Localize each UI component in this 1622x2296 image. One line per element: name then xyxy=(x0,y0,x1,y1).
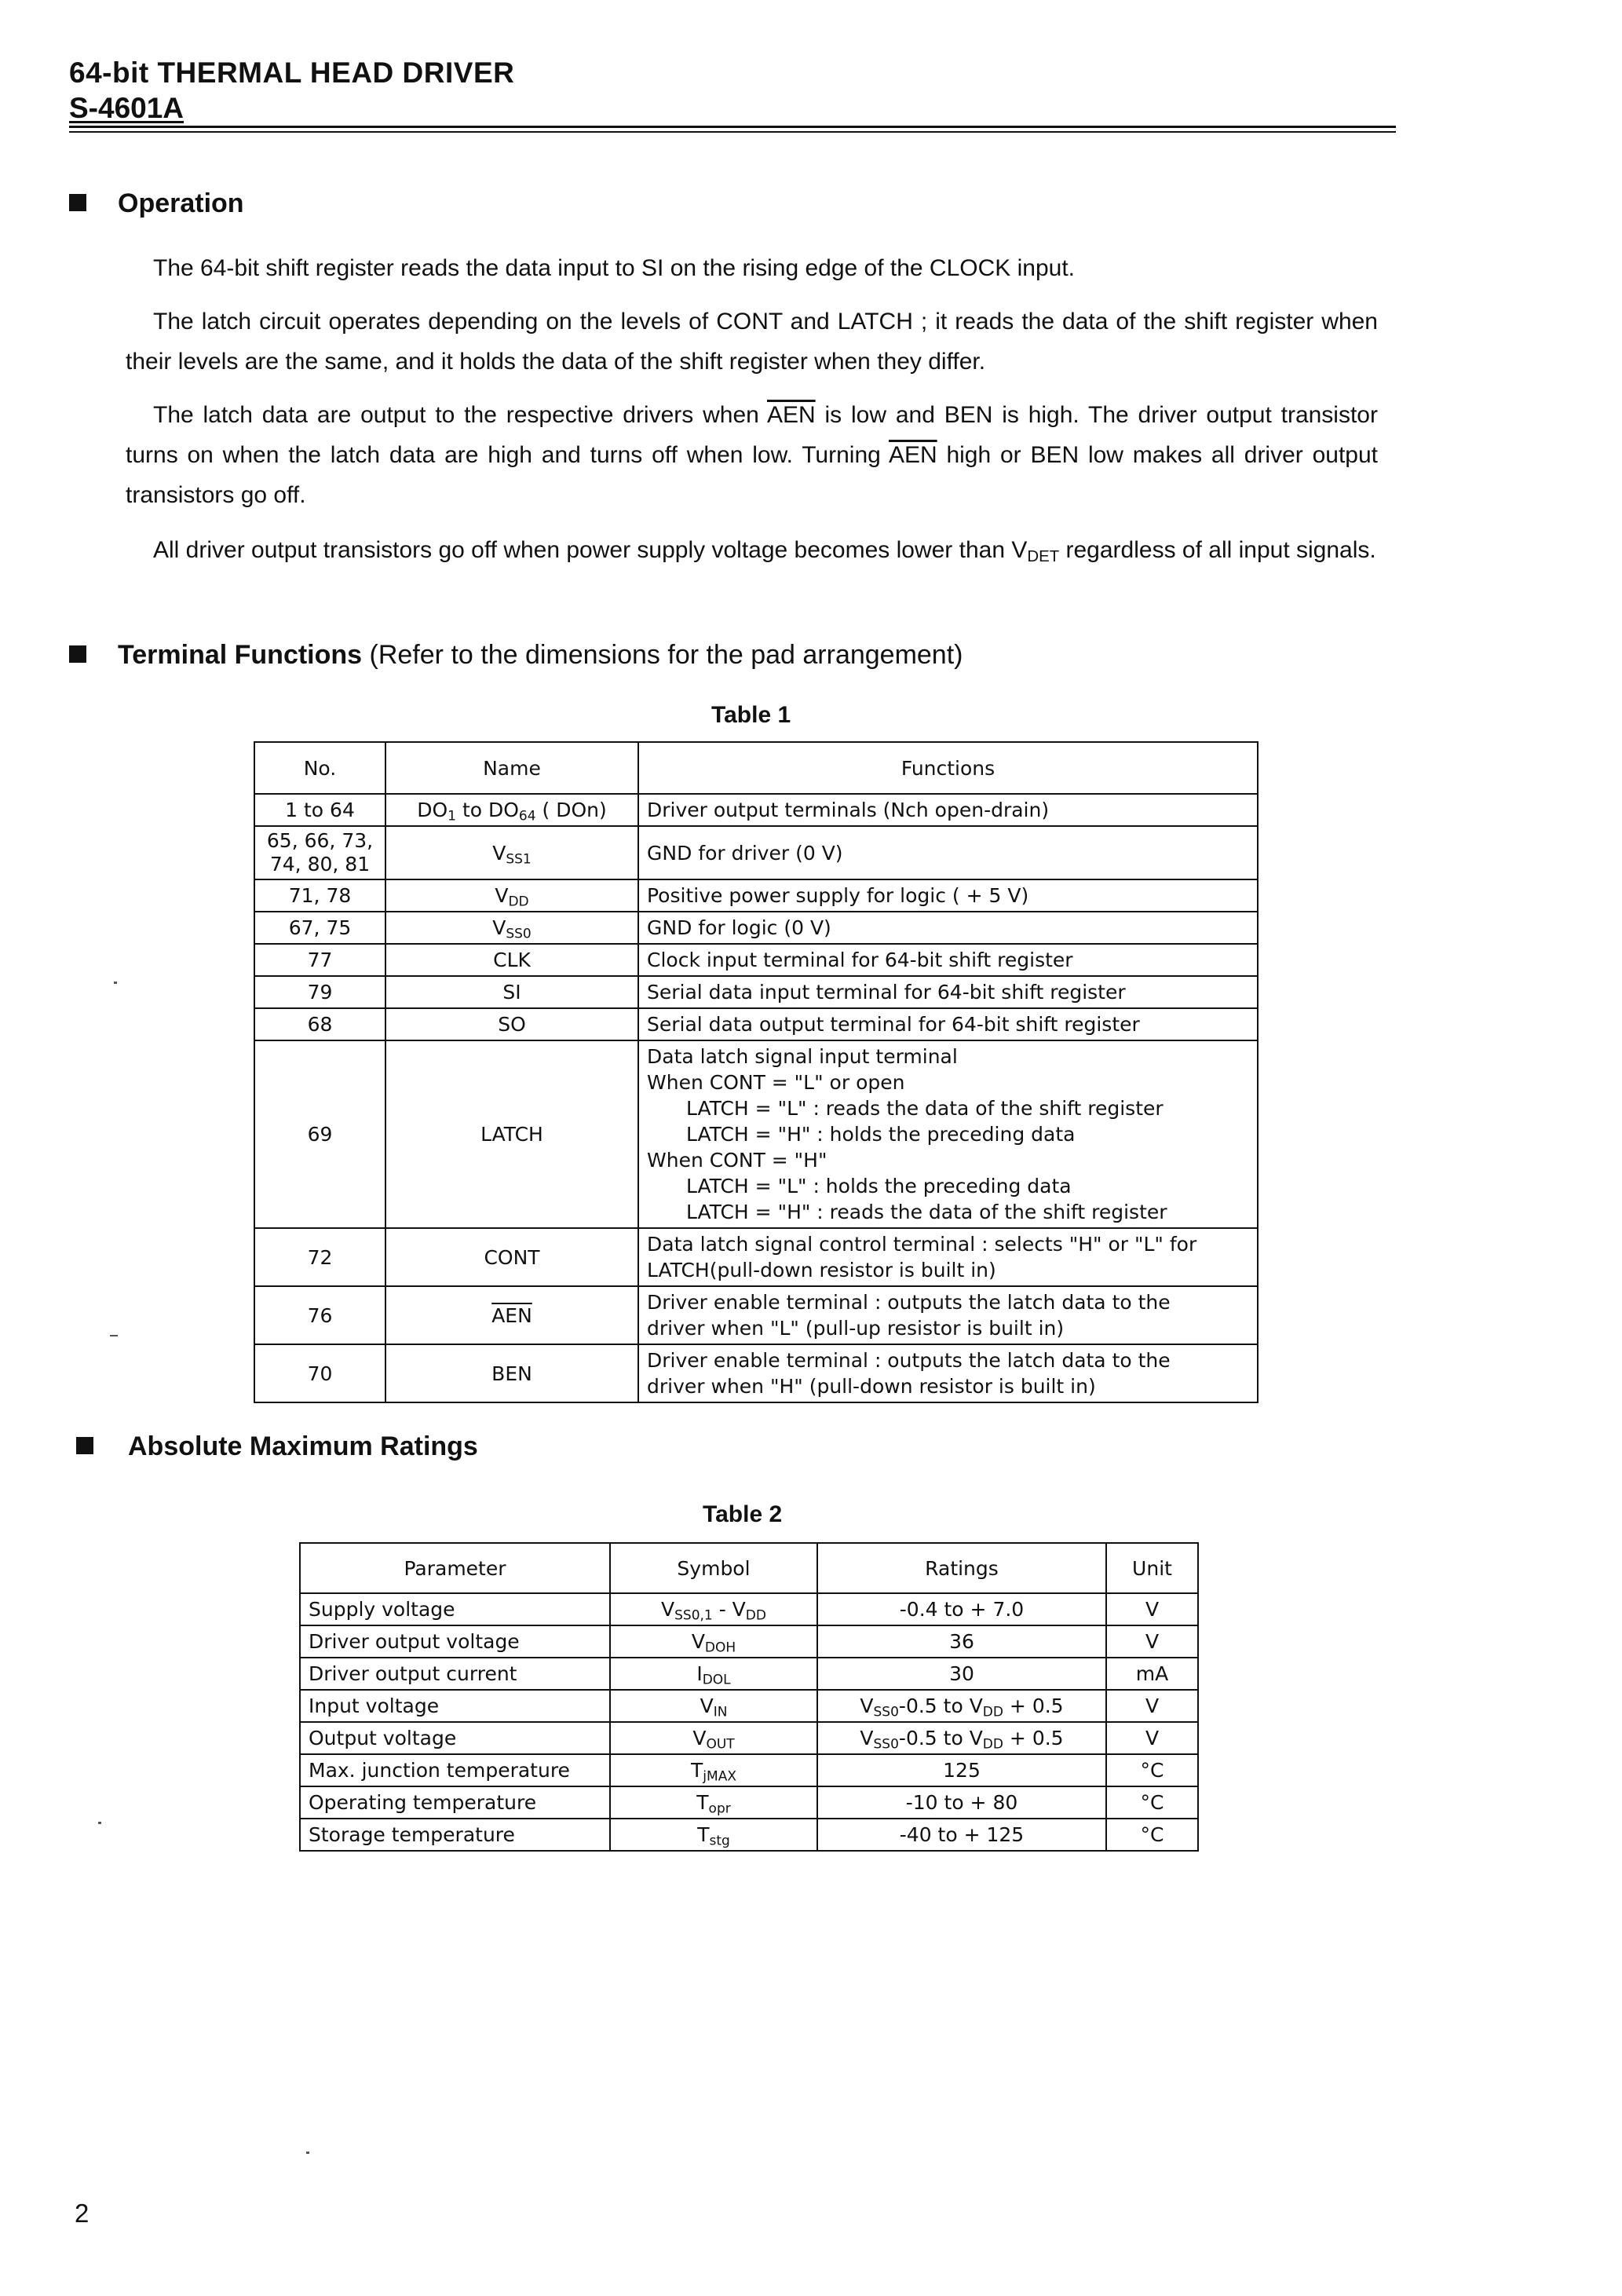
p3-part-a: The latch data are output to the respective drivers when xyxy=(153,402,767,428)
cell-parameter: Max. junction temperature xyxy=(300,1754,610,1786)
cell-function: Serial data output terminal for 64-bit shift register xyxy=(638,1008,1258,1040)
cell-symbol xyxy=(610,1658,817,1690)
cell-no: 1 to 64 xyxy=(254,794,385,826)
table-1-caption: Table 1 xyxy=(711,702,791,728)
table-row xyxy=(300,1722,1198,1754)
table-row xyxy=(300,1754,1198,1786)
table-row xyxy=(300,1658,1198,1690)
cell-name: SI xyxy=(385,976,638,1008)
operation-paragraph-2 xyxy=(126,302,1378,382)
p3-part-b: is low and BEN is high. The driver output transistor turns on when the latch data are high and turns off when low. Turning xyxy=(126,402,1378,468)
cell-symbol xyxy=(610,1786,817,1819)
fn-line xyxy=(647,1173,1249,1199)
header-name: Name xyxy=(385,742,638,794)
rat-part: + 0.5 xyxy=(1003,1727,1064,1749)
cell-no: 70 xyxy=(254,1344,385,1402)
sym-part: V xyxy=(661,1598,675,1621)
sym-subscript: DD xyxy=(745,1607,766,1624)
cell-function xyxy=(638,1228,1258,1286)
cell-symbol xyxy=(610,1754,817,1786)
cell-name xyxy=(385,879,638,912)
table-row xyxy=(254,1040,1258,1228)
cell-no: 72 xyxy=(254,1228,385,1286)
header-symbol: Symbol xyxy=(610,1543,817,1593)
sym-subscript: OUT xyxy=(706,1736,735,1753)
cell-no xyxy=(254,826,385,879)
cell-parameter: Operating temperature xyxy=(300,1786,610,1819)
cell-unit: V xyxy=(1106,1722,1198,1754)
name-part: ( DOn) xyxy=(535,799,607,821)
cell-parameter: Input voltage xyxy=(300,1690,610,1722)
table-row xyxy=(254,1008,1258,1040)
sym-part: T xyxy=(697,1823,710,1846)
name-part: DO xyxy=(417,799,448,821)
cell-unit: V xyxy=(1106,1690,1198,1722)
cell-name xyxy=(385,912,638,944)
scan-speck xyxy=(110,1335,118,1336)
bullet-icon xyxy=(69,645,86,663)
cell-function: Clock input terminal for 64-bit shift register xyxy=(638,944,1258,976)
operation-p1-text: The 64-bit shift register reads the data input to SI on the rising edge of the CLOCK input. xyxy=(153,255,1076,281)
sym-subscript: opr xyxy=(708,1801,731,1817)
cell-function: GND for driver (0 V) xyxy=(638,826,1258,879)
p4-part-b: regardless of all input signals. xyxy=(1059,537,1376,563)
table-row xyxy=(254,879,1258,912)
fn-line: When CONT = "L" or open xyxy=(647,1071,905,1094)
cell-symbol xyxy=(610,1819,817,1851)
cell-function: GND for logic (0 V) xyxy=(638,912,1258,944)
ratings-heading-text: Absolute Maximum Ratings xyxy=(128,1431,478,1461)
cell-symbol xyxy=(610,1722,817,1754)
fn-line: driver when "H" (pull-down resistor is built in) xyxy=(647,1375,1096,1398)
fn-line xyxy=(647,1199,1249,1225)
table-row xyxy=(254,976,1258,1008)
terminal-heading-text: Terminal Functions xyxy=(118,640,363,670)
sym-part: T xyxy=(696,1791,709,1814)
table-row xyxy=(254,826,1258,879)
table-row xyxy=(254,1344,1258,1402)
terminal-heading xyxy=(69,640,963,671)
name-subscript: 64 xyxy=(518,808,536,824)
rat-subscript: DD xyxy=(982,1704,1003,1720)
scan-speck xyxy=(306,2152,309,2154)
no-line: 74, 80, 81 xyxy=(269,853,371,876)
cell-symbol xyxy=(610,1625,817,1658)
table-row xyxy=(254,912,1258,944)
cell-name: CONT xyxy=(385,1228,638,1286)
header-rule-thin xyxy=(69,131,1396,133)
sym-subscript: SS0,1 xyxy=(674,1607,713,1624)
cell-name: BEN xyxy=(385,1344,638,1402)
sym-part: V xyxy=(692,1727,707,1749)
vdet-subscript: DET xyxy=(1027,548,1060,566)
cell-no: 77 xyxy=(254,944,385,976)
name-subscript: SS0 xyxy=(506,926,532,942)
cell-no: 79 xyxy=(254,976,385,1008)
fn-line-text: LATCH = "L" : reads the data of the shift register xyxy=(686,1097,1164,1120)
operation-paragraph-4 xyxy=(126,530,1378,570)
fn-line xyxy=(647,1121,1249,1147)
table-row xyxy=(300,1625,1198,1658)
cell-no: 76 xyxy=(254,1286,385,1344)
table-row xyxy=(300,1786,1198,1819)
cell-function: Driver output terminals (Nch open-drain) xyxy=(638,794,1258,826)
cell-ratings: -40 to + 125 xyxy=(817,1819,1106,1851)
cell-ratings: 36 xyxy=(817,1625,1106,1658)
sym-subscript: stg xyxy=(709,1833,730,1849)
cell-ratings xyxy=(817,1690,1106,1722)
cell-ratings: 125 xyxy=(817,1754,1106,1786)
cell-no: 68 xyxy=(254,1008,385,1040)
table-row xyxy=(254,794,1258,826)
header-no: No. xyxy=(254,742,385,794)
fn-line-text: LATCH = "H" : reads the data of the shift register xyxy=(686,1201,1167,1223)
rat-subscript: SS0 xyxy=(873,1736,899,1753)
sym-subscript: DOL xyxy=(702,1672,731,1688)
cell-parameter: Storage temperature xyxy=(300,1819,610,1851)
name-part: to DO xyxy=(456,799,519,821)
fn-line: Driver enable terminal : outputs the latch data to the xyxy=(647,1291,1171,1314)
fn-line: Driver enable terminal : outputs the latch data to the xyxy=(647,1349,1171,1372)
cell-no: 69 xyxy=(254,1040,385,1228)
sym-part: T xyxy=(691,1759,703,1782)
rat-part: + 0.5 xyxy=(1003,1695,1064,1717)
table-row xyxy=(254,1228,1258,1286)
page-header xyxy=(69,55,514,126)
scan-speck xyxy=(98,1822,101,1824)
rat-part: -0.5 to V xyxy=(898,1695,983,1717)
p4-part-a: All driver output transistors go off when power supply voltage becomes lower than V xyxy=(153,537,1028,563)
cell-name xyxy=(385,794,638,826)
cell-name: LATCH xyxy=(385,1040,638,1228)
table-header-row xyxy=(254,742,1258,794)
fn-line: Data latch signal control terminal : selects "H" or "L" for xyxy=(647,1233,1197,1256)
fn-line-text: LATCH = "L" : holds the preceding data xyxy=(686,1175,1072,1197)
cell-ratings: -10 to + 80 xyxy=(817,1786,1106,1819)
fn-line xyxy=(647,1095,1249,1121)
header-rule xyxy=(69,126,1396,128)
ratings-heading xyxy=(76,1431,478,1462)
cell-unit: V xyxy=(1106,1625,1198,1658)
header-parameter: Parameter xyxy=(300,1543,610,1593)
cell-parameter: Output voltage xyxy=(300,1722,610,1754)
cell-function xyxy=(638,1344,1258,1402)
rat-part: V xyxy=(860,1727,874,1749)
cell-no: 67, 75 xyxy=(254,912,385,944)
absolute-max-ratings-table xyxy=(299,1542,1199,1852)
cell-parameter: Driver output current xyxy=(300,1658,610,1690)
cell-no: 71, 78 xyxy=(254,879,385,912)
sym-subscript: jMAX xyxy=(703,1768,736,1785)
cell-ratings xyxy=(817,1722,1106,1754)
fn-line: LATCH(pull-down resistor is built in) xyxy=(647,1259,996,1281)
cell-parameter: Driver output voltage xyxy=(300,1625,610,1658)
sym-subscript: DOH xyxy=(704,1640,736,1656)
rat-subscript: DD xyxy=(982,1736,1003,1753)
table-row xyxy=(300,1593,1198,1625)
sym-part: V xyxy=(700,1695,714,1717)
cell-function: Serial data input terminal for 64-bit shift register xyxy=(638,976,1258,1008)
cell-function: Positive power supply for logic ( + 5 V) xyxy=(638,879,1258,912)
cell-unit: V xyxy=(1106,1593,1198,1625)
aen-signal-1: $\overline{AEN}$ xyxy=(766,402,816,428)
cell-parameter: Supply voltage xyxy=(300,1593,610,1625)
rat-part: -0.5 to V xyxy=(898,1727,983,1749)
name-subscript: 1 xyxy=(448,808,456,824)
cell-function xyxy=(638,1040,1258,1228)
no-line: 65, 66, 73, xyxy=(266,829,374,852)
fn-line-text: LATCH = "H" : holds the preceding data xyxy=(686,1123,1076,1146)
table-row xyxy=(254,944,1258,976)
rat-subscript: SS0 xyxy=(873,1704,899,1720)
name-part: V xyxy=(495,884,509,907)
fn-line: When CONT = "H" xyxy=(647,1149,827,1172)
cell-symbol xyxy=(610,1690,817,1722)
sym-part: - V xyxy=(712,1598,746,1621)
cell-name xyxy=(385,1286,638,1344)
fn-line: Data latch signal input terminal xyxy=(647,1045,958,1068)
bullet-icon xyxy=(69,194,86,211)
sym-part: V xyxy=(691,1630,705,1653)
table-header-row xyxy=(300,1543,1198,1593)
cell-unit: °C xyxy=(1106,1754,1198,1786)
cell-ratings: -0.4 to + 7.0 xyxy=(817,1593,1106,1625)
cell-name: SO xyxy=(385,1008,638,1040)
operation-p2-text: The latch circuit operates depending on the levels of CONT and LATCH ; it reads the data of the shift register when their levels are the same, and it holds the data of the shift register when they differ. xyxy=(126,309,1378,375)
sym-part: I xyxy=(696,1662,703,1685)
bullet-icon xyxy=(76,1437,93,1454)
aen-name: $\overline{AEN}$ xyxy=(491,1303,532,1327)
cell-name xyxy=(385,826,638,879)
cell-name: CLK xyxy=(385,944,638,976)
rat-part: V xyxy=(860,1695,874,1717)
p3-part-c: high or BEN low makes all driver output transistors go off. xyxy=(126,442,1378,508)
page-number: 2 xyxy=(75,2199,90,2228)
table-2-caption: Table 2 xyxy=(703,1501,783,1527)
table-row xyxy=(300,1819,1198,1851)
cell-unit: °C xyxy=(1106,1819,1198,1851)
table-row xyxy=(254,1286,1258,1344)
operation-heading-text: Operation xyxy=(118,188,244,218)
header-ratings: Ratings xyxy=(817,1543,1106,1593)
aen-signal-2: $\overline{AEN}$ xyxy=(888,442,937,468)
sym-subscript: IN xyxy=(713,1704,728,1720)
scan-speck xyxy=(114,982,117,984)
name-part: V xyxy=(492,841,506,865)
cell-unit: °C xyxy=(1106,1786,1198,1819)
name-subscript: SS1 xyxy=(506,850,532,867)
operation-paragraph-3 xyxy=(126,395,1378,515)
cell-ratings: 30 xyxy=(817,1658,1106,1690)
name-subscript: DD xyxy=(508,894,529,910)
header-unit: Unit xyxy=(1106,1543,1198,1593)
terminal-functions-table xyxy=(254,741,1259,1403)
operation-p4-text xyxy=(126,530,1378,570)
model-number: S-4601A xyxy=(69,92,184,124)
cell-symbol xyxy=(610,1593,817,1625)
fn-line: driver when "L" (pull-up resistor is built in) xyxy=(647,1317,1065,1340)
document-title: 64-bit THERMAL HEAD DRIVER xyxy=(69,57,515,89)
table-row xyxy=(300,1690,1198,1722)
operation-paragraph-1 xyxy=(126,248,1378,288)
operation-heading xyxy=(69,188,244,219)
header-functions: Functions xyxy=(638,742,1258,794)
cell-function xyxy=(638,1286,1258,1344)
name-part: V xyxy=(492,916,506,939)
operation-p3-text xyxy=(126,395,1378,515)
cell-unit: mA xyxy=(1106,1658,1198,1690)
terminal-heading-note: (Refer to the dimensions for the pad arrangement) xyxy=(369,640,963,670)
